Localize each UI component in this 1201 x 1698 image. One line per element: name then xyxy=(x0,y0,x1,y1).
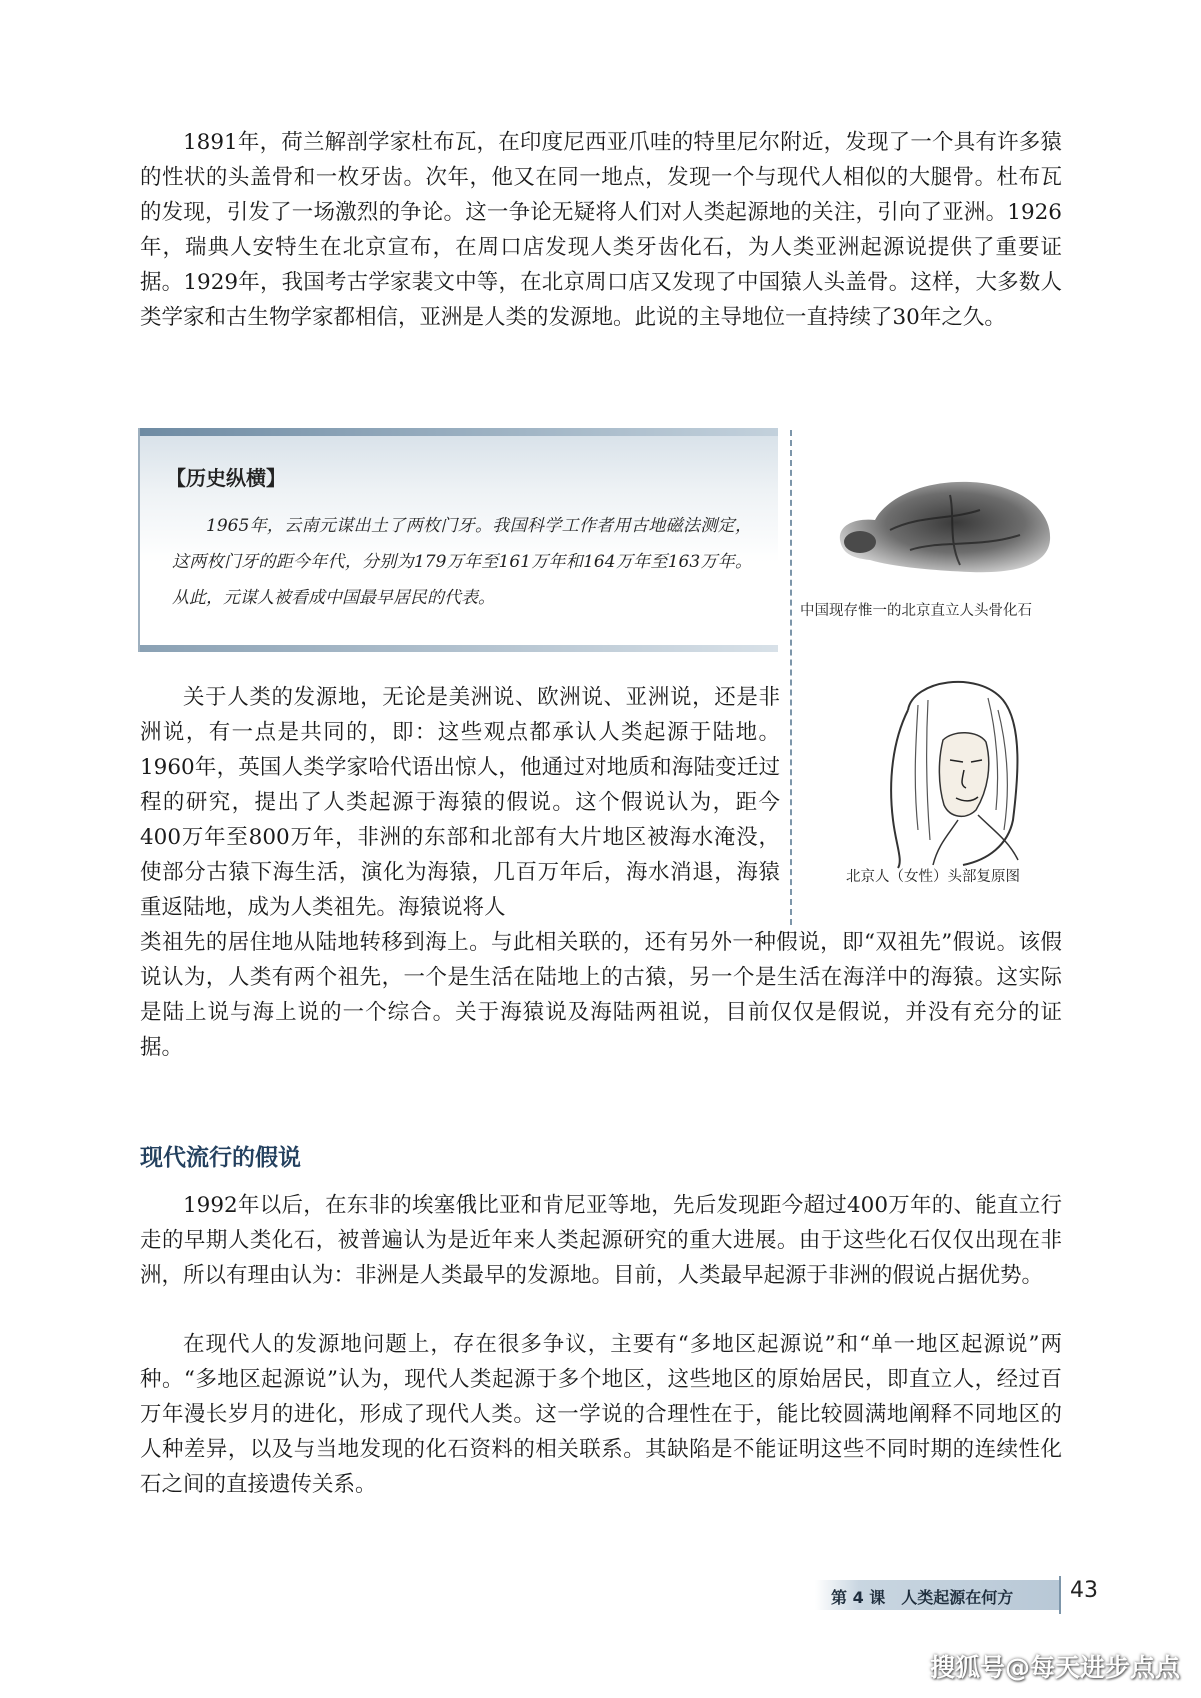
history-sidebar-box xyxy=(138,428,778,652)
column-divider xyxy=(790,430,792,925)
skull-fossil-image xyxy=(830,470,1060,580)
box-top-rule xyxy=(140,428,778,436)
paragraph-african-origin: 1992年以后，在东非的埃塞俄比亚和肯尼亚等地，先后发现距今超过400万年的、能直立行走的早期人类化石，被普遍认为是近年来人类起源研究的重大进展。由于这些化石仅仅出现在非洲，所以有理由认为：非洲是人类最早的发源地。目前，人类最早起源于非洲的假说占据优势。 xyxy=(140,1193,1062,1288)
lesson-label: 第 4 课 人类起源在何方 xyxy=(831,1588,1014,1607)
head-reconstruction-caption: 北京人（女性）头部复原图 xyxy=(846,869,1020,885)
skull-caption: 中国现存惟一的北京直立人头骨化石 xyxy=(800,603,1032,619)
paragraph-asian-origin: 1891年，荷兰解剖学家杜布瓦，在印度尼西亚爪哇的特里尼尔附近，发现了一个具有许多猿的性状的头盖骨和一枚牙齿。次年，他又在同一地点，发现一个与现代人相似的大腿骨。杜布瓦的发现，引发了一场激烈的争论。这一争论无疑将人们对人类起源地的关注，引向了亚洲。1926年，瑞典人安特生在北京宣布，在周口店发现人类牙齿化石，为人类亚洲起源说提供了重要证据。1929年，我国考古学家裴文中等，在北京周口店又发现了中国猿人头盖骨。这样，大多数人类学家和古生物学家都相信，亚洲是人类的发源地。此说的主导地位一直持续了30年之久。 xyxy=(140,130,1062,330)
section-heading: 现代流行的假说 xyxy=(140,1145,301,1171)
peking-woman-head-drawing xyxy=(868,670,1038,870)
paragraph-aquatic-ape: 关于人类的发源地，无论是美洲说、欧洲说、亚洲说，还是非洲说，有一点是共同的，即：这些观点都承认人类起源于陆地。1960年，英国人类学家哈代语出惊人，他通过对地质和海陆变迁过程的研究，提出了人类起源于海猿的假说。这个假说认为，距今400万年至800万年，非洲的东部和北部有大片地区被海水淹没，使部分古猿下海生活，演化为海猿，几百万年后，海水消退，海猿重返陆地，成为人类祖先。海猿说将人 xyxy=(140,685,780,920)
footer-separator xyxy=(1059,1576,1061,1614)
paragraph-multiregional: 在现代人的发源地问题上，存在很多争议，主要有“多地区起源说”和“单一地区起源说”两种。“多地区起源说”认为，现代人类起源于多个地区，这些地区的原始居民，即直立人，经过百万年漫长岁月的进化，形成了现代人类。这一学说的合理性在于，能比较圆满地阐释不同地区的人种差异，以及与当地发现的化石资料的相关联系。其缺陷是不能证明这些不同时期的连续性化石之间的直接遗传关系。 xyxy=(140,1332,1062,1497)
box-title: 【历史纵横】 xyxy=(166,466,286,490)
box-text: 1965年，云南元谋出土了两枚门牙。我国科学工作者用古地磁法测定，这两枚门牙的距今年代，分别为179万年至161万年和164万年至163万年。从此，元谋人被看成中国最早居民的代表。 xyxy=(172,516,752,608)
box-bottom-rule xyxy=(140,645,778,652)
paragraph-dual-ancestor: 类祖先的居住地从陆地转移到海上。与此相关联的，还有另外一种假说，即“双祖先”假说。该假说认为，人类有两个祖先，一个是生活在陆地上的古猿，另一个是生活在海洋中的海猿。这实际是陆上说与海上说的一个综合。关于海猿说及海陆两祖说，目前仅仅是假说，并没有充分的证据。 xyxy=(140,930,1062,1060)
page-number: 43 xyxy=(1070,1578,1098,1603)
watermark: 搜狐号@每天进步点点 xyxy=(930,1653,1181,1682)
